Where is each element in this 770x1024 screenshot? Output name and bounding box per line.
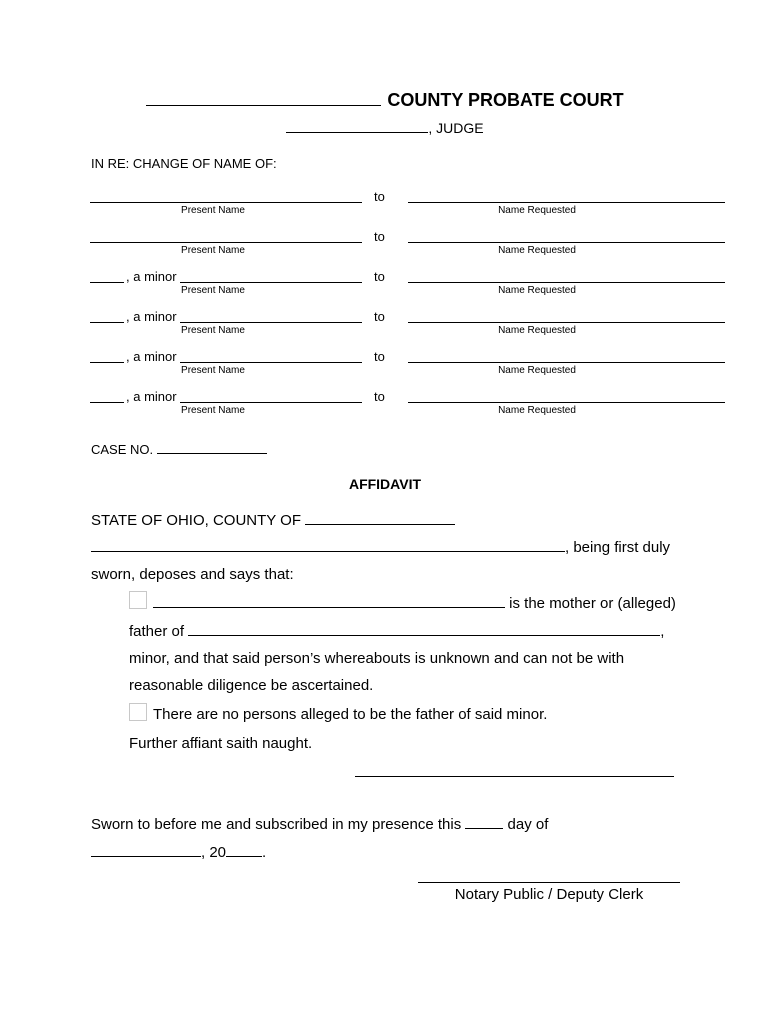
sworn-before-line bbox=[91, 815, 548, 833]
name-requested-caption: Name Requested bbox=[498, 205, 576, 216]
mother-line bbox=[153, 594, 676, 612]
name-requested-field[interactable] bbox=[408, 282, 725, 283]
no-persons-line: There are no persons alleged to be the father of said minor. bbox=[153, 706, 548, 723]
sworn-suffix: , being first duly bbox=[565, 539, 671, 556]
minor-prefix-field[interactable] bbox=[90, 282, 124, 283]
to-label: to bbox=[374, 189, 385, 204]
year-suffix: . bbox=[262, 844, 267, 861]
minor-label: , a minor bbox=[126, 389, 177, 404]
name-row-minor bbox=[0, 309, 770, 349]
minor-label: , a minor bbox=[126, 309, 177, 324]
year-field[interactable] bbox=[226, 843, 262, 857]
present-name-caption: Present Name bbox=[181, 245, 245, 256]
no-father-checkbox[interactable] bbox=[129, 703, 147, 721]
state-county-label: STATE OF OHIO, COUNTY OF bbox=[91, 512, 302, 529]
notary-signature-line[interactable] bbox=[418, 882, 680, 883]
present-name-caption: Present Name bbox=[181, 285, 245, 296]
mother-name-field[interactable] bbox=[153, 594, 505, 608]
name-requested-caption: Name Requested bbox=[498, 245, 576, 256]
present-name-field[interactable] bbox=[180, 282, 362, 283]
case-number-field[interactable] bbox=[157, 442, 267, 454]
father-comma: , bbox=[660, 623, 665, 640]
name-requested-caption: Name Requested bbox=[498, 285, 576, 296]
affiant-name-field[interactable] bbox=[91, 538, 565, 552]
affiant-line bbox=[91, 538, 670, 556]
minor-label: , a minor bbox=[126, 349, 177, 364]
name-row bbox=[0, 189, 770, 229]
affidavit-title: AFFIDAVIT bbox=[348, 476, 422, 492]
court-title: COUNTY PROBATE COURT bbox=[387, 90, 624, 110]
judge-row bbox=[0, 120, 770, 136]
sworn-before-prefix: Sworn to before me and subscribed in my presence this bbox=[91, 816, 462, 833]
whereabouts-line: minor, and that said person’s whereabouts is unknown and can not be with bbox=[129, 650, 625, 667]
month-field[interactable] bbox=[91, 843, 201, 857]
to-label: to bbox=[374, 349, 385, 364]
county-name-blank[interactable] bbox=[146, 91, 381, 106]
year-prefix: , 20 bbox=[201, 844, 227, 861]
date-line bbox=[91, 843, 266, 861]
present-name-field[interactable] bbox=[90, 242, 362, 243]
minor-label: , a minor bbox=[126, 269, 177, 284]
state-county-line bbox=[91, 511, 455, 529]
present-name-field[interactable] bbox=[180, 362, 362, 363]
name-requested-caption: Name Requested bbox=[498, 325, 576, 336]
name-requested-caption: Name Requested bbox=[498, 405, 576, 416]
sworn-before-suffix: day of bbox=[507, 816, 549, 833]
name-requested-field[interactable] bbox=[408, 202, 725, 203]
name-row-minor bbox=[0, 389, 770, 429]
judge-label: , JUDGE bbox=[428, 120, 484, 136]
minor-prefix-field[interactable] bbox=[90, 322, 124, 323]
county-field[interactable] bbox=[305, 511, 455, 525]
present-name-caption: Present Name bbox=[181, 325, 245, 336]
present-name-field[interactable] bbox=[180, 402, 362, 403]
name-requested-field[interactable] bbox=[408, 322, 725, 323]
present-name-field[interactable] bbox=[180, 322, 362, 323]
name-requested-field[interactable] bbox=[408, 242, 725, 243]
present-name-caption: Present Name bbox=[181, 365, 245, 376]
present-name-field[interactable] bbox=[90, 202, 362, 203]
further-affiant-line: Further affiant saith naught. bbox=[129, 735, 313, 752]
name-row bbox=[0, 229, 770, 269]
minor-prefix-field[interactable] bbox=[90, 402, 124, 403]
to-label: to bbox=[374, 309, 385, 324]
to-label: to bbox=[374, 269, 385, 284]
mother-suffix: is the mother or (alleged) bbox=[509, 595, 676, 612]
notary-label: Notary Public / Deputy Clerk bbox=[454, 886, 644, 903]
court-title-row bbox=[0, 90, 770, 111]
day-field[interactable] bbox=[465, 815, 503, 829]
name-row-minor bbox=[0, 349, 770, 389]
to-label: to bbox=[374, 229, 385, 244]
father-of-label: father of bbox=[129, 623, 185, 640]
case-number-row bbox=[91, 442, 267, 457]
name-requested-caption: Name Requested bbox=[498, 365, 576, 376]
diligence-line: reasonable diligence be ascertained. bbox=[129, 677, 374, 694]
case-number-label: CASE NO. bbox=[91, 442, 154, 457]
mother-checkbox[interactable] bbox=[129, 591, 147, 609]
affiant-signature-line[interactable] bbox=[355, 776, 674, 777]
name-row-minor bbox=[0, 269, 770, 309]
sworn-line: sworn, deposes and says that: bbox=[91, 566, 294, 583]
in-re-heading: IN RE: CHANGE OF NAME OF: bbox=[91, 156, 277, 171]
judge-name-blank[interactable] bbox=[286, 120, 428, 133]
name-requested-field[interactable] bbox=[408, 362, 725, 363]
minor-prefix-field[interactable] bbox=[90, 362, 124, 363]
present-name-caption: Present Name bbox=[181, 205, 245, 216]
name-requested-field[interactable] bbox=[408, 402, 725, 403]
minor-name-field[interactable] bbox=[188, 622, 660, 636]
present-name-caption: Present Name bbox=[181, 405, 245, 416]
to-label: to bbox=[374, 389, 385, 404]
father-of-line bbox=[129, 622, 664, 640]
